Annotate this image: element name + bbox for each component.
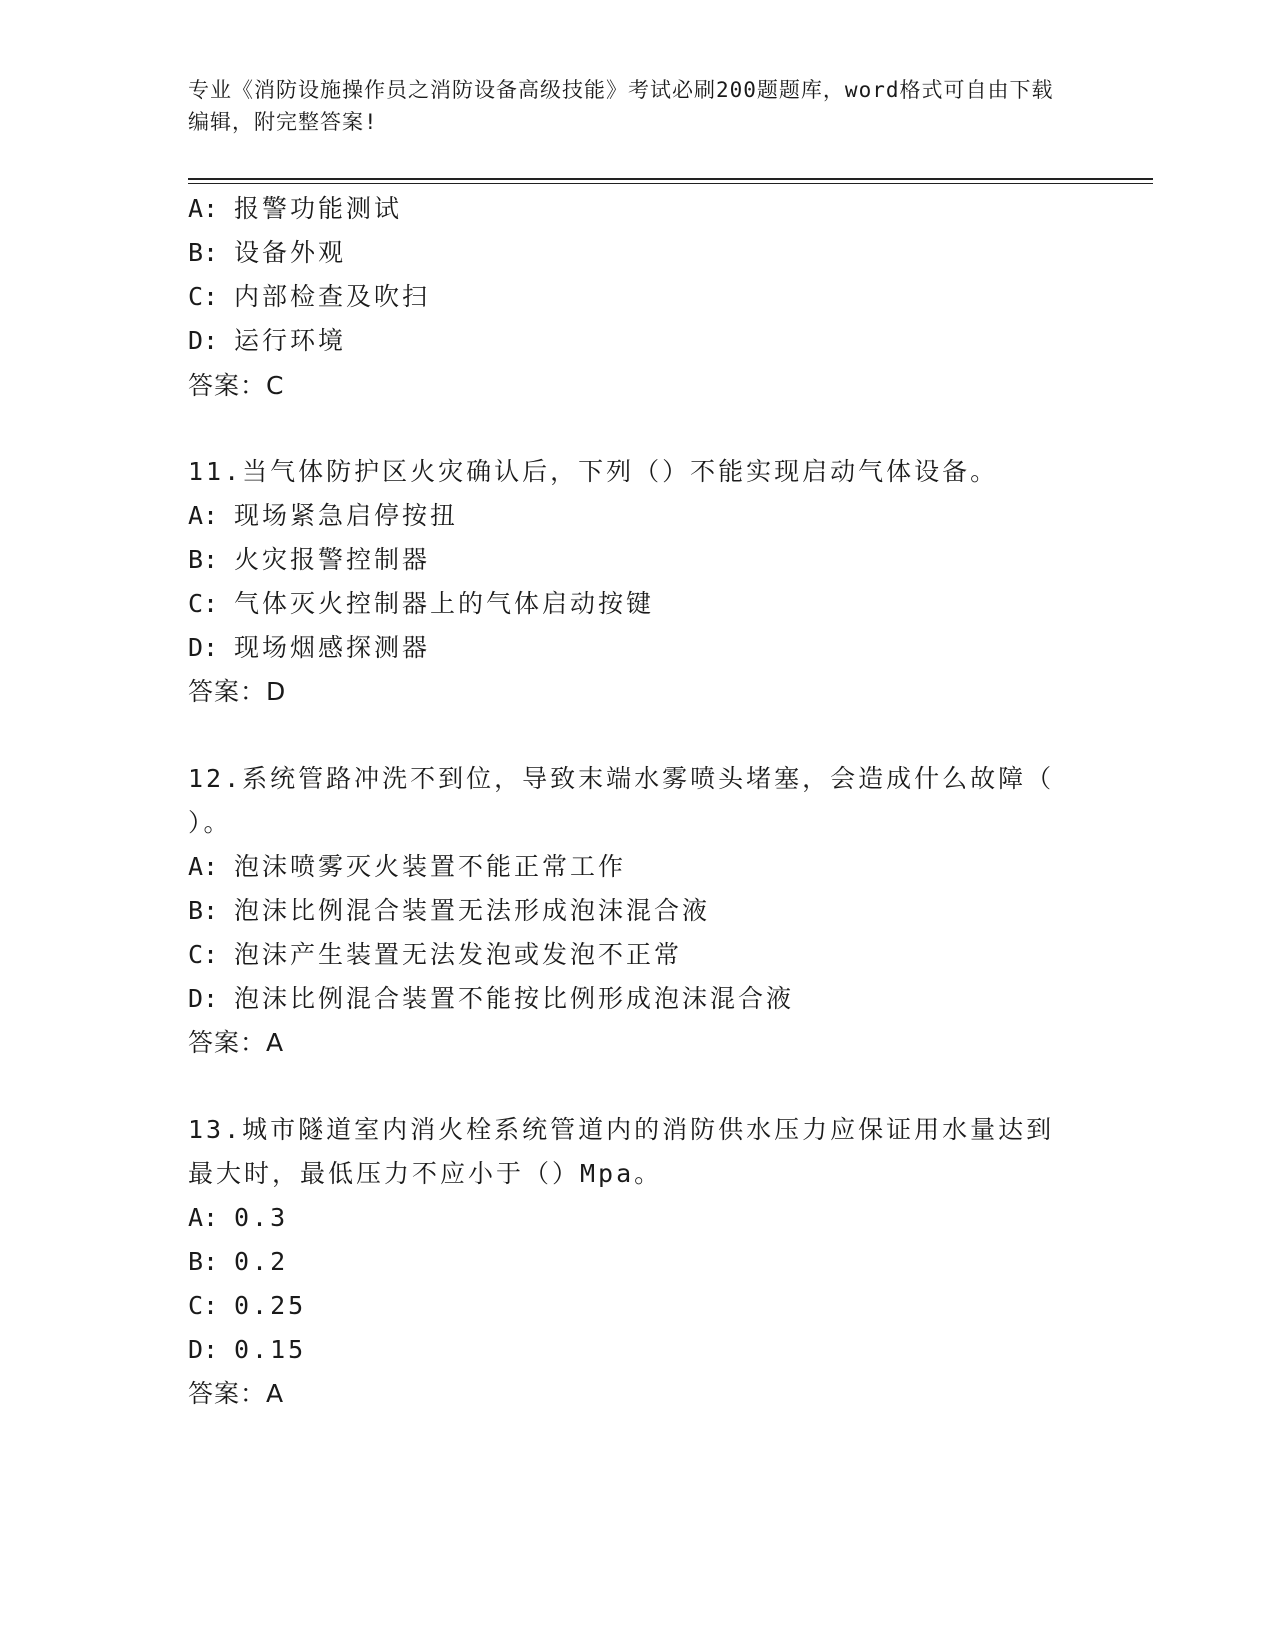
q13-option-b xyxy=(188,1245,288,1279)
option-letter: B: xyxy=(188,896,219,925)
option-letter: A: xyxy=(188,1203,219,1232)
option-letter: A: xyxy=(188,194,219,223)
option-text: 运行环境 xyxy=(234,326,347,355)
q12-option-a xyxy=(188,850,626,884)
q12-option-b xyxy=(188,894,710,928)
q10-option-c xyxy=(188,280,430,314)
option-letter: B: xyxy=(188,238,219,267)
q11-question: 11.当气体防护区火灾确认后，下列（）不能实现启动气体设备。 xyxy=(188,457,999,486)
option-text: 火灾报警控制器 xyxy=(234,545,431,574)
q12-question-line1: 12.系统管路冲洗不到位，导致末端水雾喷头堵塞，会造成什么故障（ xyxy=(188,764,1055,793)
option-text: 0.2 xyxy=(234,1247,289,1276)
option-text: 设备外观 xyxy=(234,238,347,267)
q12-option-d xyxy=(188,982,794,1016)
option-text: 0.25 xyxy=(234,1291,307,1320)
option-text: 泡沫产生装置无法发泡或发泡不正常 xyxy=(234,940,683,969)
option-letter: C: xyxy=(188,940,219,969)
q10-option-a xyxy=(188,192,402,226)
q13-option-c xyxy=(188,1289,306,1323)
option-letter: C: xyxy=(188,282,219,311)
option-letter: D: xyxy=(188,984,219,1013)
option-letter: D: xyxy=(188,633,219,662)
header-divider-thin xyxy=(188,183,1153,184)
q13-question-line1: 13.城市隧道室内消火栓系统管道内的消防供水压力应保证用水量达到 xyxy=(188,1115,1055,1144)
q11-option-d xyxy=(188,631,430,665)
option-letter: D: xyxy=(188,1335,219,1364)
option-letter: D: xyxy=(188,326,219,355)
q13-answer: 答案：A xyxy=(188,1379,285,1408)
option-letter: B: xyxy=(188,545,219,574)
option-letter: A: xyxy=(188,852,219,881)
q13-option-a xyxy=(188,1201,288,1235)
option-text: 0.3 xyxy=(234,1203,289,1232)
q11-option-a xyxy=(188,499,458,533)
q13-question-line2: 最大时，最低压力不应小于（）Mpa。 xyxy=(188,1159,663,1188)
header-divider-thick xyxy=(188,178,1153,180)
document-header: 专业《消防设施操作员之消防设备高级技能》考试必刷200题题库，word格式可自由下载编辑，附完整答案! xyxy=(188,78,1054,134)
option-text: 0.15 xyxy=(234,1335,307,1364)
option-letter: C: xyxy=(188,589,219,618)
option-letter: A: xyxy=(188,501,219,530)
q11-answer: 答案：D xyxy=(188,677,287,706)
option-text: 泡沫喷雾灭火装置不能正常工作 xyxy=(234,852,627,881)
option-letter: B: xyxy=(188,1247,219,1276)
option-text: 泡沫比例混合装置不能按比例形成泡沫混合液 xyxy=(234,984,795,1013)
option-text: 报警功能测试 xyxy=(234,194,403,223)
q10-answer: 答案：C xyxy=(188,371,285,400)
q11-option-c xyxy=(188,587,654,621)
option-text: 内部检查及吹扫 xyxy=(234,282,431,311)
q12-question-line2: ）。 xyxy=(188,808,232,837)
option-text: 现场紧急启停按扭 xyxy=(234,501,459,530)
option-text: 泡沫比例混合装置无法形成泡沫混合液 xyxy=(234,896,711,925)
option-text: 气体灭火控制器上的气体启动按键 xyxy=(234,589,655,618)
q12-answer: 答案：A xyxy=(188,1028,285,1057)
q10-option-d xyxy=(188,324,346,358)
option-text: 现场烟感探测器 xyxy=(234,633,431,662)
q12-option-c xyxy=(188,938,682,972)
option-letter: C: xyxy=(188,1291,219,1320)
q11-option-b xyxy=(188,543,430,577)
q10-option-b xyxy=(188,236,346,270)
q13-option-d xyxy=(188,1333,306,1367)
